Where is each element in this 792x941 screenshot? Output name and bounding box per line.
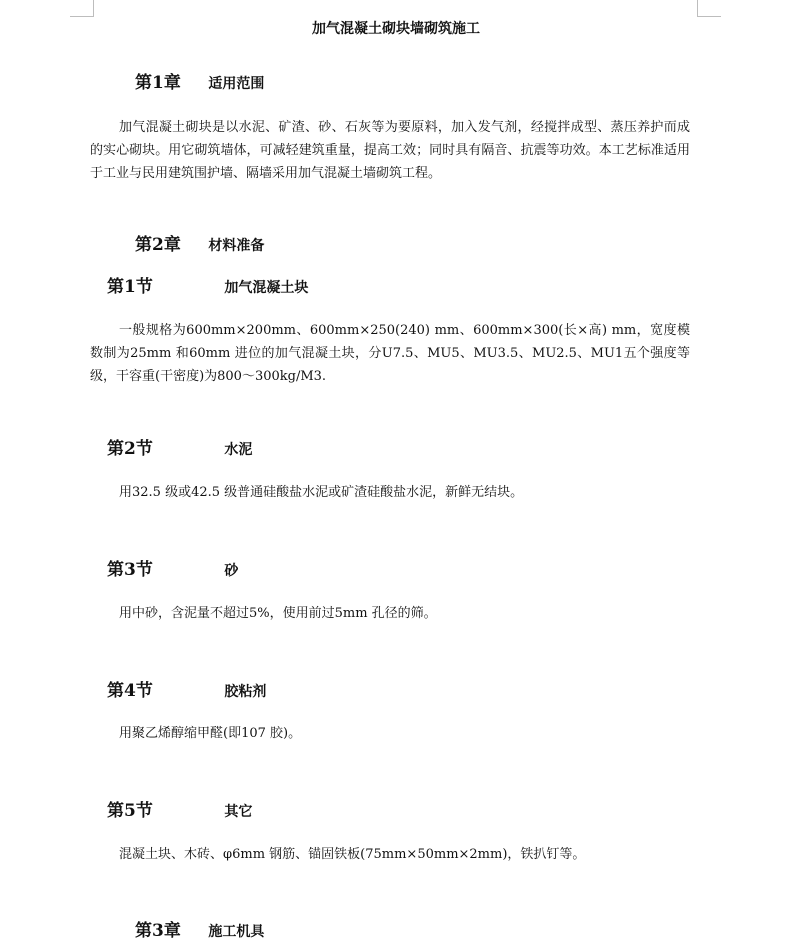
section-name: 胶粘剂 bbox=[224, 684, 267, 700]
section-number: 第1节 bbox=[107, 277, 153, 297]
chapter-number: 第3章 bbox=[135, 921, 181, 941]
chapter-heading bbox=[135, 68, 264, 93]
chapter-number: 第1章 bbox=[135, 73, 181, 93]
section-name: 砂 bbox=[224, 563, 239, 579]
section-number: 第5节 bbox=[107, 801, 153, 821]
chapter-heading bbox=[135, 230, 264, 255]
paragraph: 一般规格为600mm×200mm、600mm×250(240) mm、600mm×300(长×高) mm，宽度模数制为25mm 和60mm 进位的加气混凝土块，分U7.5、MU5、MU3.5、MU2.5、MU1五个强度等级，干容重(干密度)为800～300kg/M3. bbox=[90, 323, 690, 384]
section-heading bbox=[107, 434, 252, 459]
section-name: 其它 bbox=[224, 804, 253, 820]
document-title: 加气混凝土砌块墙砌筑施工 bbox=[312, 21, 480, 37]
paragraph: 用聚乙烯醇缩甲醛(即107 胶)。 bbox=[119, 726, 302, 741]
section-number: 第2节 bbox=[107, 439, 153, 459]
paragraph: 用中砂，含泥量不超过5%，使用前过5mm 孔径的筛。 bbox=[119, 606, 437, 621]
section-name: 水泥 bbox=[224, 442, 253, 458]
paragraph: 用32.5 级或42.5 级普通硅酸盐水泥或矿渣硅酸盐水泥，新鲜无结块。 bbox=[119, 485, 524, 500]
chapter-name: 适用范围 bbox=[208, 76, 265, 92]
section-name: 加气混凝土块 bbox=[224, 280, 309, 296]
chapter-number: 第2章 bbox=[135, 235, 181, 255]
crop-mark bbox=[697, 16, 721, 17]
crop-mark bbox=[70, 16, 94, 17]
chapter-name: 施工机具 bbox=[208, 924, 265, 940]
crop-mark bbox=[93, 0, 94, 16]
paragraph: 混凝土块、木砖、φ6mm 钢筋、锚固铁板(75mm×50mm×2mm)，铁扒钉等。 bbox=[119, 847, 586, 862]
paragraph: 加气混凝土砌块是以水泥、矿渣、砂、石灰等为要原料，加入发气剂，经搅拌成型、蒸压养护而成的实心砌块。用它砌筑墙体，可减轻建筑重量，提高工效；同时具有隔音、抗震等功效。本工艺标准适用于工业与民用建筑围护墙、隔墙采用加气混凝土墙砌筑工程。 bbox=[90, 120, 690, 181]
section-heading bbox=[107, 676, 266, 701]
section-heading bbox=[107, 272, 308, 297]
section-heading bbox=[107, 555, 238, 580]
section-number: 第4节 bbox=[107, 681, 153, 701]
chapter-name: 材料准备 bbox=[208, 238, 265, 254]
section-number: 第3节 bbox=[107, 560, 153, 580]
crop-mark bbox=[697, 0, 698, 16]
section-heading bbox=[107, 796, 252, 821]
chapter-heading bbox=[135, 916, 264, 941]
